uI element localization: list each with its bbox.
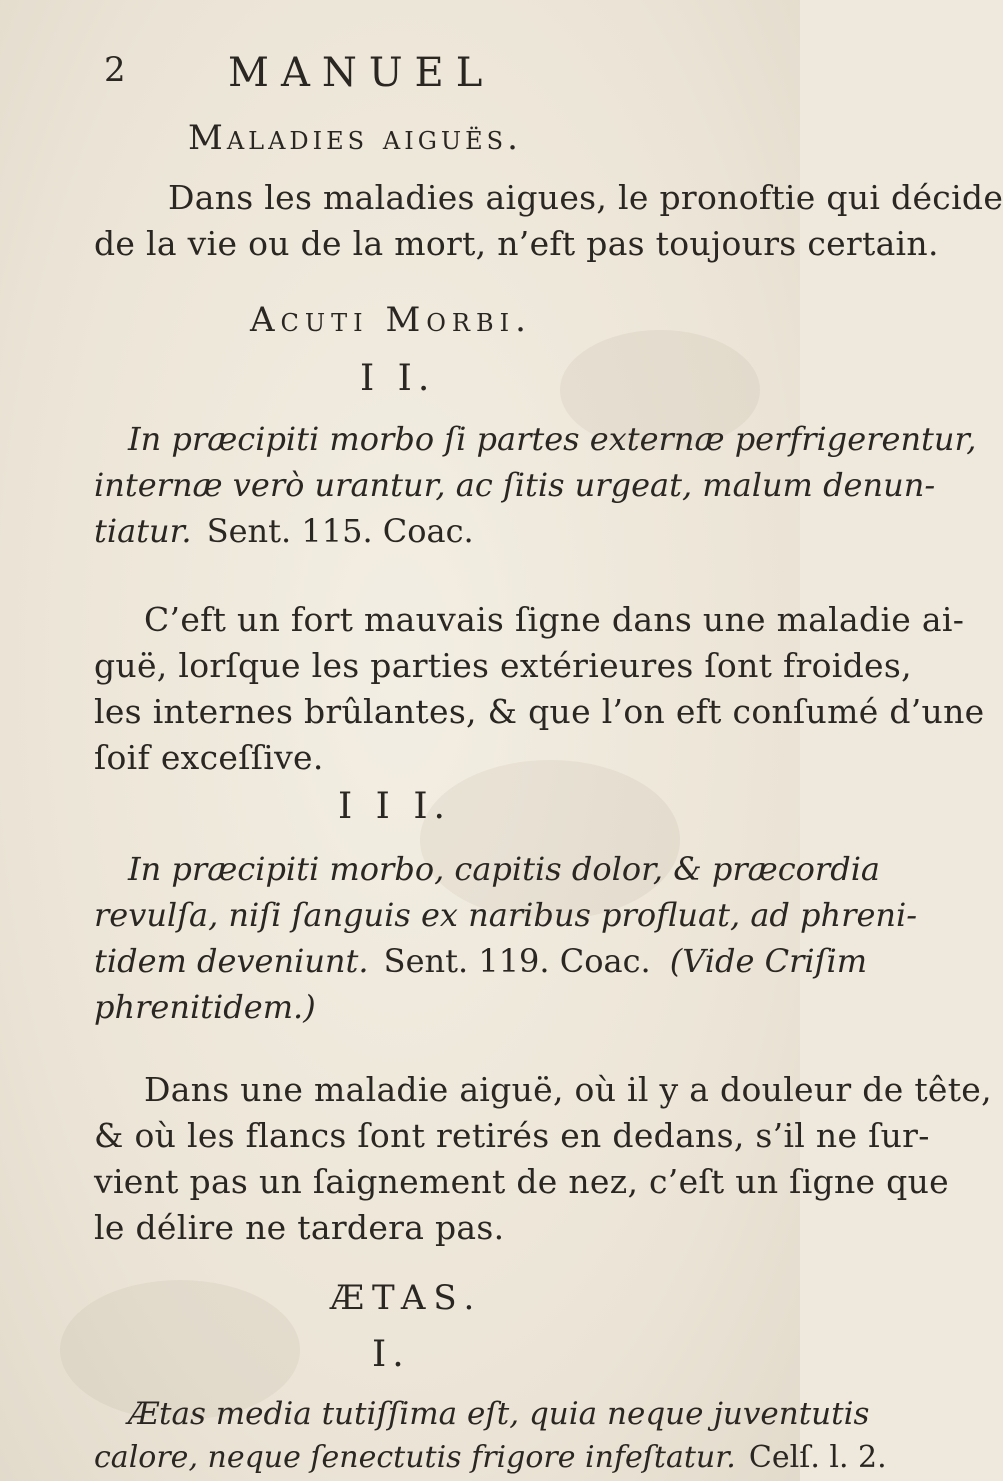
french-2-line-2: guë, lorſque les parties extérieures ſont froides, [94, 646, 912, 685]
latin-4-reference: Celſ. l. 2. [748, 1440, 887, 1475]
intro-line-2: de la vie ou de la mort, n’eft pas toujours certain. [94, 224, 939, 263]
latin-4-line-2 [94, 1440, 887, 1475]
french-3-line-1: Dans une maladie aiguë, où il y a douleur de tête, [144, 1070, 992, 1109]
latin-4-line-1: Ætas media tutiſſima eſt, quia neque juventutis [128, 1396, 870, 1432]
latin-3-cross-reference: (Vide Criſim [669, 942, 868, 980]
subsection-title: Acuti Morbi. [250, 300, 532, 340]
section-title: Maladies aiguës. [188, 118, 522, 158]
aphorism-number-3: I I I. [338, 786, 451, 827]
french-2-line-1: C’eft un fort mauvais ſigne dans une maladie ai- [144, 600, 965, 639]
intro-line-1: Dans les maladies aigues, le pronoftie qui décide [168, 178, 1003, 217]
french-2-line-4: ſoif exceſſive. [94, 738, 324, 777]
latin-2-line-1: In præcipiti morbo ſi partes externæ perfrigerentur, [128, 420, 977, 458]
french-3-line-4: le délire ne tardera pas. [94, 1208, 505, 1247]
latin-2-line-3-italic: tiatur. [94, 512, 192, 550]
latin-2-line-2: internæ verò urantur, ac ſitis urgeat, malum denun- [94, 466, 936, 504]
latin-2-reference: Sent. 115. Coac. [206, 512, 474, 550]
running-header [104, 50, 495, 96]
latin-3-line-1: In præcipiti morbo, capitis dolor, & præcordia [128, 850, 880, 888]
page-number: 2 [104, 50, 126, 90]
latin-3-line-3-italic: tidem deveniunt. [94, 942, 369, 980]
latin-2-line-3 [94, 512, 474, 550]
latin-3-line-4: phrenitidem.) [94, 988, 316, 1026]
french-3-line-3: vient pas un ſaignement de nez, c’eſt un ſigne que [94, 1162, 949, 1201]
aphorism-number-1: I. [372, 1334, 410, 1375]
french-2-line-3: les internes brûlantes, & que l’on eft conſumé d’une [94, 692, 985, 731]
running-title: MANUEL [228, 50, 495, 96]
aetas-title: ÆTAS. [330, 1278, 483, 1318]
latin-4-line-2-italic: calore, neque ſenectutis frigore infeſtatur. [94, 1440, 736, 1475]
french-3-line-2: & où les flancs ſont retirés en dedans, s’il ne ſur- [94, 1116, 930, 1155]
latin-3-line-3 [94, 942, 867, 980]
latin-3-reference: Sent. 119. Coac. [383, 942, 651, 980]
latin-3-line-2: revulſa, niſi ſanguis ex naribus profluat, ad phreni- [94, 896, 918, 934]
aphorism-number-2: I I. [360, 358, 436, 399]
